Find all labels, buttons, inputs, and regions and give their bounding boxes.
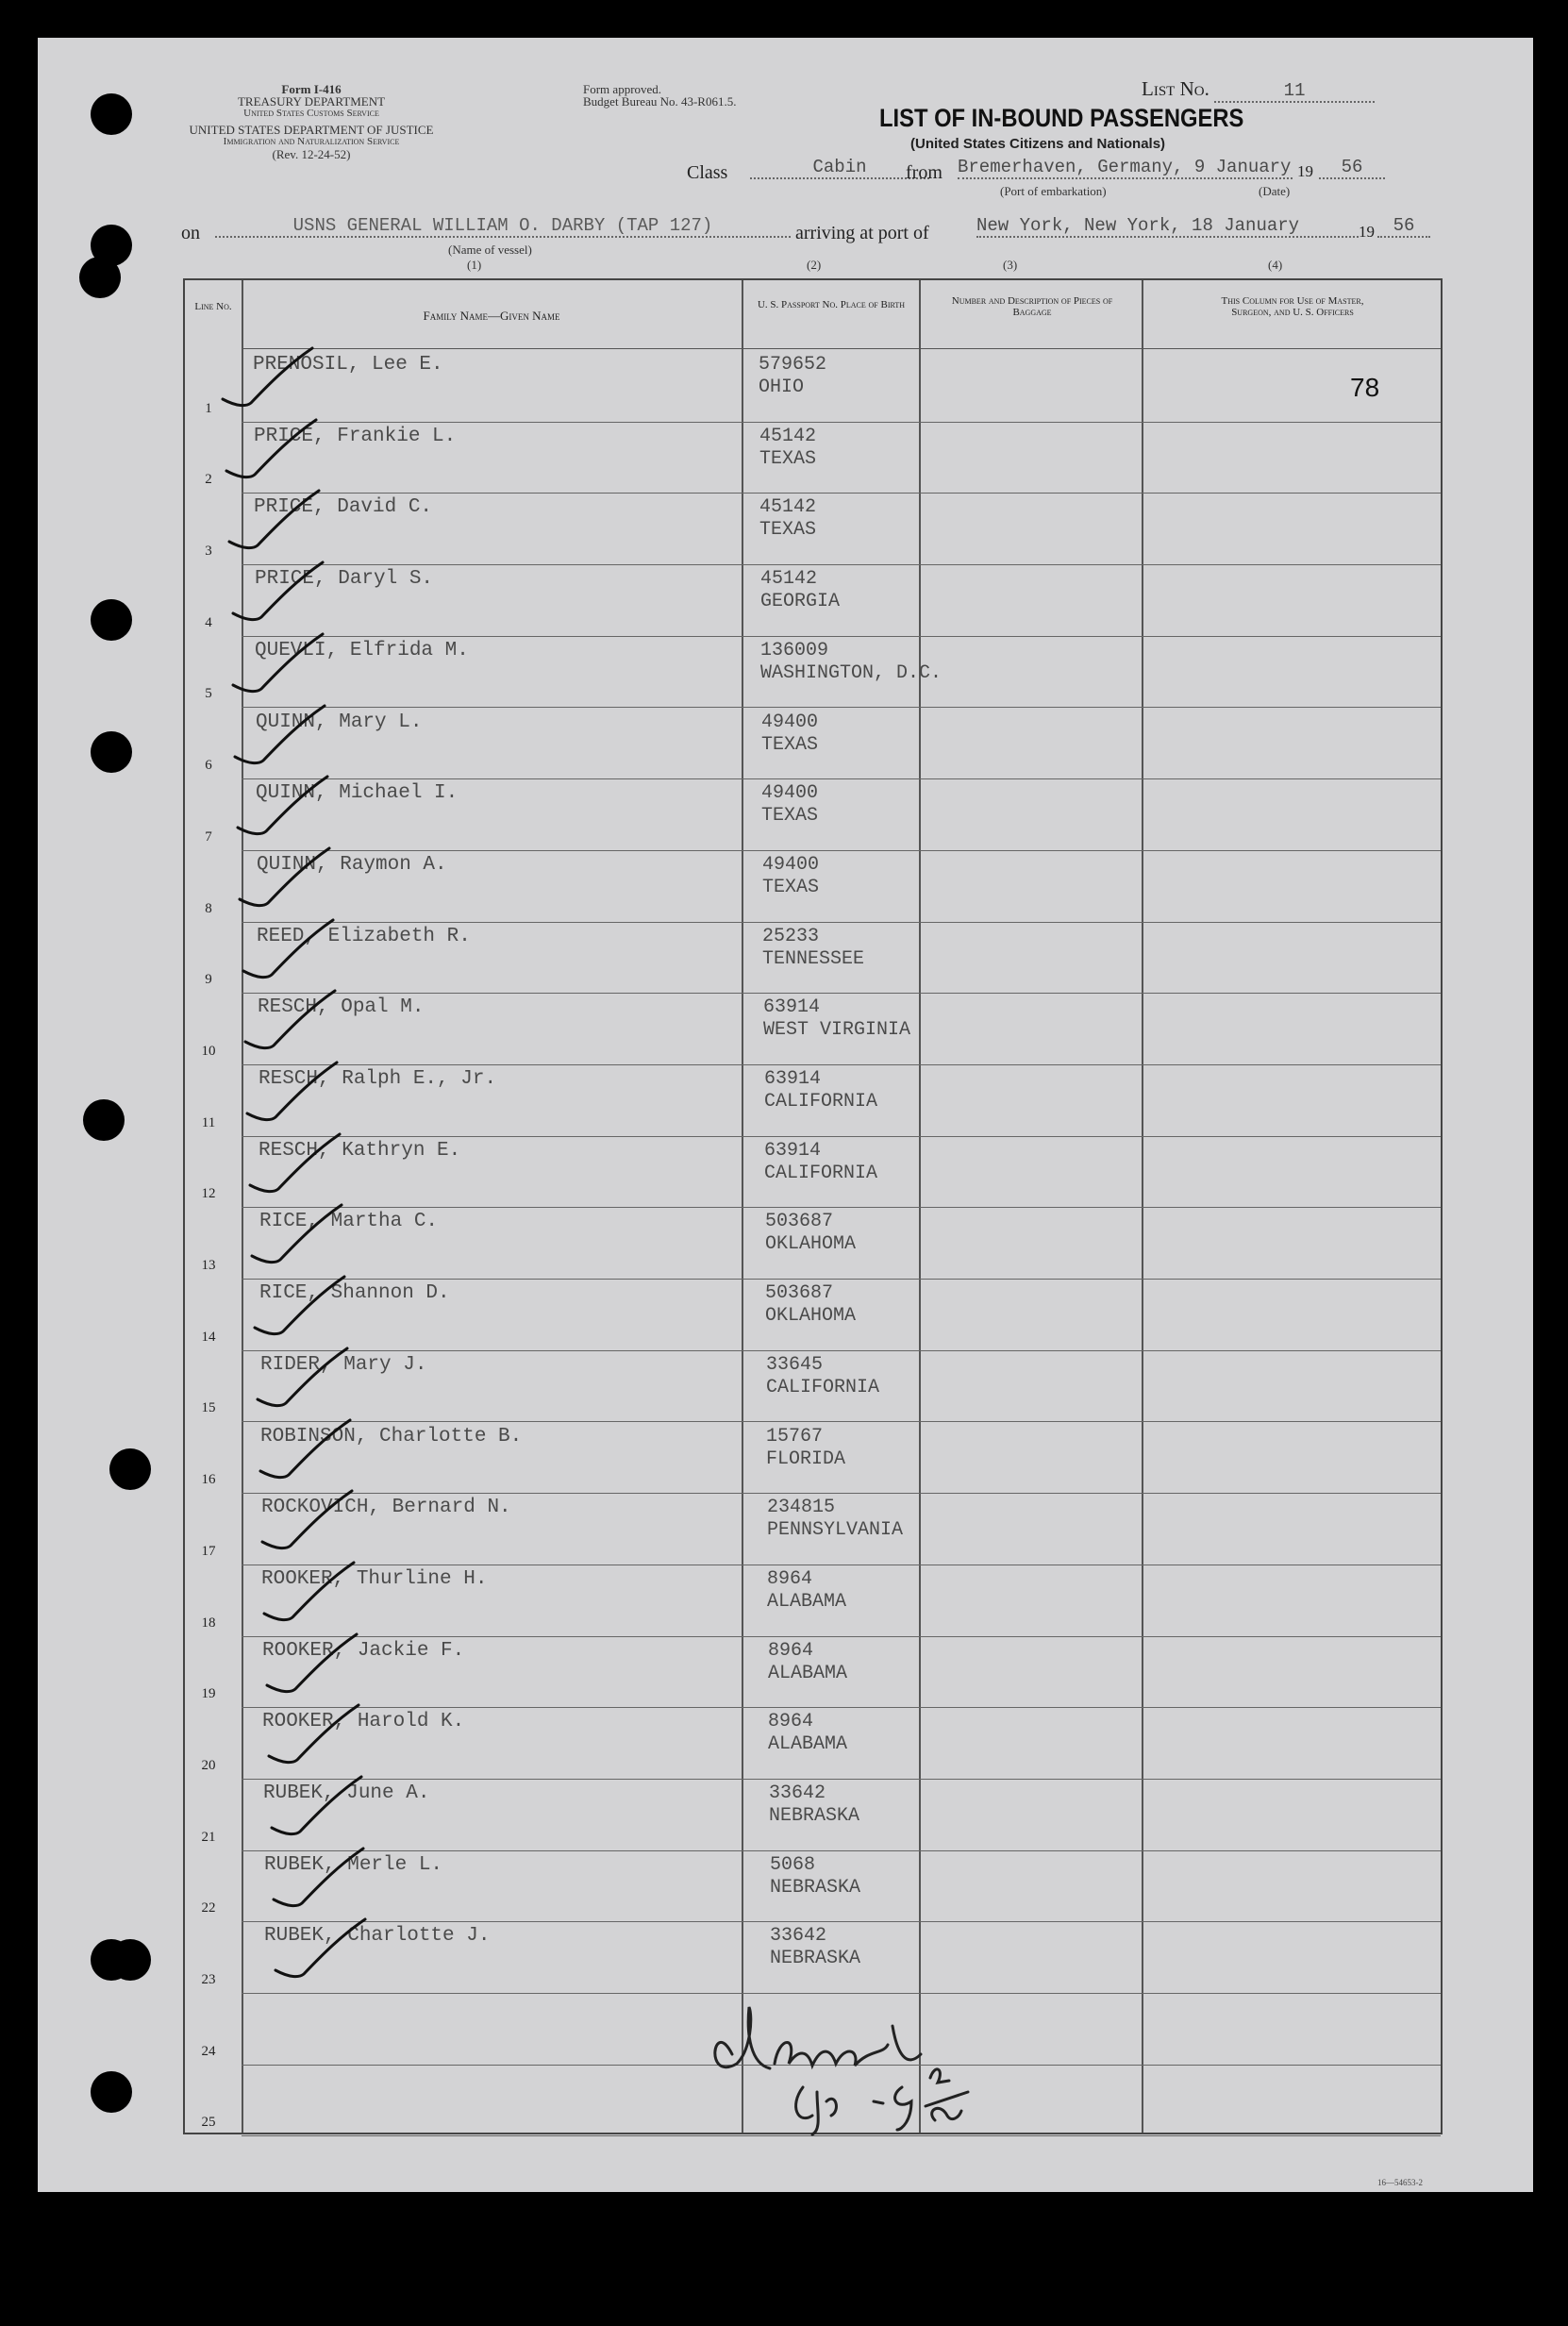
line-number: 15: [201, 1400, 216, 1416]
check-mark: [241, 1127, 344, 1202]
passport-cell: [760, 640, 942, 685]
passport-cell: [768, 1711, 847, 1756]
place-of-birth: GEORGIA: [760, 591, 841, 613]
passenger-name: ROCKOVICH, Bernard N.: [261, 1497, 511, 1519]
line-number: 19: [201, 1686, 216, 1702]
line-number: 23: [201, 1972, 216, 1988]
table-row: [201, 1350, 1441, 1423]
punch-hole: [91, 2071, 132, 2113]
place-of-birth: OKLAHOMA: [765, 1233, 857, 1256]
line-number: 22: [201, 1900, 216, 1916]
justice-label: UNITED STATES DEPARTMENT OF JUSTICE: [189, 123, 434, 137]
revision-label: (Rev. 12-24-52): [272, 147, 351, 161]
check-mark: [234, 912, 338, 988]
line-number: 5: [205, 686, 212, 702]
check-mark: [220, 483, 324, 559]
table-row: [201, 1422, 1441, 1495]
passenger-name: RESCH, Kathryn E.: [259, 1139, 461, 1162]
passenger-name: QUEVLI, Elfrida M.: [255, 639, 469, 661]
place-of-birth: PENNSYLVANIA: [767, 1519, 904, 1542]
check-mark: [248, 1341, 352, 1416]
place-of-birth: TEXAS: [759, 519, 817, 542]
passport-number: 63914: [763, 996, 821, 1019]
passport-cell: [767, 1497, 903, 1542]
passport-number: 136009: [760, 639, 829, 661]
line-number: 1: [205, 400, 212, 416]
check-mark: [224, 555, 327, 630]
passenger-name: RIDER, Mary J.: [260, 1353, 427, 1376]
check-mark: [266, 1912, 370, 1987]
passport-number: 15767: [766, 1425, 824, 1447]
line-number: 4: [205, 614, 212, 630]
agency-block: [170, 83, 453, 160]
place-of-birth: ALABAMA: [768, 1662, 848, 1684]
passport-cell: [764, 1140, 877, 1185]
passenger-name: RICE, Shannon D.: [259, 1282, 450, 1305]
passport-cell: [765, 1211, 856, 1256]
passport-cell: [761, 782, 818, 828]
passport-cell: [767, 1568, 846, 1614]
table-row: [201, 1779, 1441, 1851]
line-number: 24: [201, 2043, 216, 2059]
passport-number: 579652: [759, 354, 827, 376]
header-baggage: Number and Description of Pieces of Baggage: [951, 295, 1113, 318]
check-mark: [259, 1698, 363, 1773]
table-row: [201, 1207, 1441, 1280]
passport-cell: [762, 854, 819, 899]
line-number: 14: [201, 1329, 216, 1345]
arrival-year-prefix: 19: [1359, 223, 1375, 241]
passenger-name: RUBEK, Merle L.: [264, 1853, 443, 1876]
line-number: 18: [201, 1615, 216, 1631]
treasury-label: TREASURY DEPARTMENT: [237, 94, 386, 109]
line-number: 11: [201, 1114, 216, 1130]
passport-cell: [769, 1782, 859, 1828]
column-caption-2: (2): [807, 258, 822, 272]
line-number: 9: [205, 972, 212, 988]
check-mark: [225, 698, 329, 774]
passport-number: 503687: [765, 1282, 834, 1305]
header-passport: U. S. Passport No. Place of Birth: [757, 299, 906, 310]
passport-cell: [760, 568, 840, 613]
line-number: 13: [201, 1258, 216, 1274]
table-row: [205, 778, 1441, 851]
passport-cell: [766, 1426, 845, 1471]
place-of-birth: CALIFORNIA: [766, 1376, 880, 1398]
passenger-name: ROOKER, Thurline H.: [261, 1567, 488, 1590]
passport-number: 49400: [761, 711, 819, 733]
place-of-birth: WASHINGTON, D.C.: [760, 661, 942, 684]
passport-number: 45142: [759, 496, 817, 519]
place-of-birth: NEBRASKA: [769, 1805, 860, 1827]
table-row: [205, 636, 1441, 709]
table-row: [205, 850, 1441, 923]
passport-number: 234815: [767, 1497, 836, 1519]
header-name: Family Name—Given Name: [423, 309, 560, 323]
place-of-birth: TENNESSEE: [762, 947, 865, 970]
passport-number: 63914: [764, 1068, 822, 1090]
punch-hole: [109, 1939, 151, 1981]
passport-cell: [770, 1925, 860, 1970]
table-row: [201, 1136, 1441, 1209]
header-rule: [242, 348, 1441, 349]
table-row: [201, 1565, 1441, 1637]
table-row: [205, 564, 1441, 637]
passenger-name: PRENOSIL, Lee E.: [253, 354, 443, 376]
passenger-name: RESCH, Opal M.: [258, 996, 425, 1019]
punch-hole: [79, 257, 121, 298]
check-mark: [258, 1627, 361, 1702]
passport-cell: [763, 996, 910, 1042]
table-row: [205, 493, 1441, 565]
table-row: [205, 708, 1441, 780]
passport-cell: [768, 1640, 847, 1685]
arrival-year: 56: [1377, 215, 1430, 238]
page-title: LIST OF IN-BOUND PASSENGERS: [879, 104, 1244, 132]
passenger-name: ROOKER, Harold K.: [262, 1711, 465, 1733]
place-of-birth: FLORIDA: [766, 1447, 846, 1470]
line-number: 17: [201, 1543, 216, 1559]
place-of-birth: OHIO: [759, 377, 805, 398]
place-of-birth: NEBRASKA: [770, 1876, 861, 1899]
place-of-birth: TEXAS: [761, 733, 819, 756]
from-year-prefix: 19: [1297, 162, 1313, 180]
place-of-birth: OKLAHOMA: [765, 1305, 857, 1328]
vessel-name: USNS GENERAL WILLIAM O. DARBY (TAP 127): [215, 215, 791, 238]
place-of-birth: NEBRASKA: [770, 1948, 861, 1970]
inspector-signature: [694, 1998, 1091, 2139]
place-of-birth: WEST VIRGINIA: [763, 1019, 911, 1042]
approved-label: Form approved.: [583, 82, 662, 96]
passenger-name: RESCH, Ralph E., Jr.: [259, 1068, 497, 1090]
check-mark: [213, 341, 317, 416]
passenger-name: QUINN, Michael I.: [256, 782, 459, 805]
line-number: 10: [201, 1043, 216, 1059]
passenger-name: PRICE, Frankie L.: [254, 425, 457, 447]
port-embarkation-caption: (Port of embarkation): [1000, 184, 1107, 198]
column-caption-1: (1): [467, 258, 482, 272]
passenger-name: RICE, Martha C.: [259, 1211, 439, 1233]
table-row: [201, 1279, 1441, 1351]
document-page: [38, 38, 1533, 2192]
arrival-port: New York, New York, 18 January: [976, 215, 1359, 238]
passenger-table: [183, 278, 1443, 2134]
passport-number: 63914: [764, 1139, 822, 1162]
column-caption-4: (4): [1268, 258, 1283, 272]
class-label: Class: [687, 162, 728, 183]
place-of-birth: CALIFORNIA: [764, 1162, 878, 1184]
passport-number: 33645: [766, 1353, 824, 1376]
passport-number: 33642: [769, 1782, 826, 1804]
arriving-label: arriving at port of: [795, 223, 929, 243]
passport-cell: [764, 1068, 877, 1113]
list-number: [1142, 77, 1375, 103]
punch-hole: [91, 93, 132, 135]
vessel-caption: (Name of vessel): [448, 243, 532, 257]
check-mark: [262, 1769, 366, 1845]
check-mark: [245, 1269, 349, 1345]
header-line-no: Line No.: [194, 301, 232, 312]
passport-number: 8964: [768, 1639, 814, 1662]
passport-number: 45142: [759, 425, 817, 447]
place-of-birth: CALIFORNIA: [764, 1091, 878, 1113]
passport-number: 5068: [770, 1853, 816, 1876]
line-number: 16: [201, 1472, 216, 1488]
table-row: [205, 422, 1441, 494]
passport-cell: [765, 1282, 856, 1328]
list-label: List No.: [1142, 77, 1209, 100]
punch-hole: [83, 1099, 125, 1141]
check-mark: [255, 1555, 359, 1631]
passport-cell: [770, 1854, 860, 1899]
passenger-name: QUINN, Mary L.: [256, 711, 423, 733]
on-label: on: [181, 223, 200, 243]
column-caption-3: (3): [1003, 258, 1018, 272]
place-of-birth: ALABAMA: [767, 1590, 847, 1613]
table-row: [201, 1707, 1441, 1780]
line-number: 3: [205, 544, 212, 560]
check-mark: [238, 1055, 342, 1130]
passport-number: 25233: [762, 925, 820, 947]
line-number: 25: [201, 2115, 216, 2131]
passport-cell: [759, 354, 826, 399]
from-year: 56: [1319, 157, 1385, 179]
passport-number: 503687: [765, 1211, 834, 1233]
passport-cell: [759, 426, 816, 471]
passenger-name: PRICE, David C.: [254, 496, 433, 519]
header-officers: This Column for Use of Master, Surgeon, and U. S. Officers: [1221, 295, 1364, 318]
immigration-label: Immigration and Naturalization Service: [223, 136, 400, 147]
place-of-birth: TEXAS: [759, 447, 817, 470]
check-mark: [228, 769, 332, 845]
check-mark: [236, 983, 340, 1059]
line-number: 12: [201, 1186, 216, 1202]
date-caption: (Date): [1259, 184, 1291, 198]
passenger-name: RUBEK, June A.: [263, 1782, 430, 1804]
check-mark: [253, 1483, 357, 1559]
from-label: from: [906, 162, 942, 183]
passport-number: 49400: [762, 853, 820, 876]
check-mark: [264, 1841, 368, 1916]
page-subtitle: (United States Citizens and Nationals): [910, 136, 1166, 152]
passenger-name: ROOKER, Jackie F.: [262, 1639, 465, 1662]
passenger-name: RUBEK, Charlotte J.: [264, 1925, 491, 1948]
table-row: [201, 1064, 1441, 1137]
form-number: Form I-416: [281, 82, 342, 96]
table-row: [201, 993, 1441, 1065]
passenger-name: REED, Elizabeth R.: [257, 925, 471, 947]
place-of-birth: ALABAMA: [768, 1733, 848, 1756]
passport-cell: [766, 1354, 879, 1399]
place-of-birth: TEXAS: [761, 805, 819, 828]
passport-cell: [762, 926, 864, 971]
customs-label: United States Customs Service: [243, 108, 379, 119]
table-row: [205, 922, 1441, 995]
check-mark: [230, 841, 334, 916]
punch-hole: [109, 1448, 151, 1490]
table-row: [201, 1921, 1441, 1994]
class-value: Cabin: [750, 157, 929, 179]
place-of-birth: TEXAS: [762, 876, 820, 898]
table-row: [201, 1636, 1441, 1709]
table-row: [201, 1493, 1441, 1565]
passport-number: 8964: [767, 1567, 813, 1590]
check-mark: [224, 627, 327, 702]
passport-cell: [759, 496, 816, 542]
passenger-name: QUINN, Raymon A.: [257, 853, 447, 876]
passport-number: 8964: [768, 1711, 814, 1733]
list-value: 11: [1214, 80, 1375, 103]
punch-hole: [91, 599, 132, 641]
check-mark: [251, 1413, 355, 1488]
line-number: 21: [201, 1829, 216, 1845]
passenger-name: ROBINSON, Charlotte B.: [260, 1425, 523, 1447]
passport-number: 45142: [760, 568, 818, 591]
line-number: 8: [205, 900, 212, 916]
passport-cell: [761, 711, 818, 757]
footer-code: 16—54653-2: [1377, 2178, 1423, 2187]
approval-block: [583, 83, 736, 108]
officer-note: 78: [1350, 373, 1380, 402]
line-number: 2: [205, 472, 212, 488]
budget-label: Budget Bureau No. 43-R061.5.: [583, 94, 737, 109]
passport-number: 33642: [770, 1925, 827, 1948]
line-number: 20: [201, 1757, 216, 1773]
from-value: Bremerhaven, Germany, 9 January: [958, 157, 1292, 177]
punch-hole: [91, 731, 132, 773]
line-number: 7: [205, 828, 212, 845]
table-row: [201, 1850, 1441, 1923]
table-row: [205, 350, 1441, 423]
passenger-name: PRICE, Daryl S.: [255, 568, 434, 591]
check-mark: [242, 1197, 346, 1273]
passport-number: 49400: [761, 782, 819, 805]
line-number: 6: [205, 758, 212, 774]
check-mark: [217, 412, 321, 488]
